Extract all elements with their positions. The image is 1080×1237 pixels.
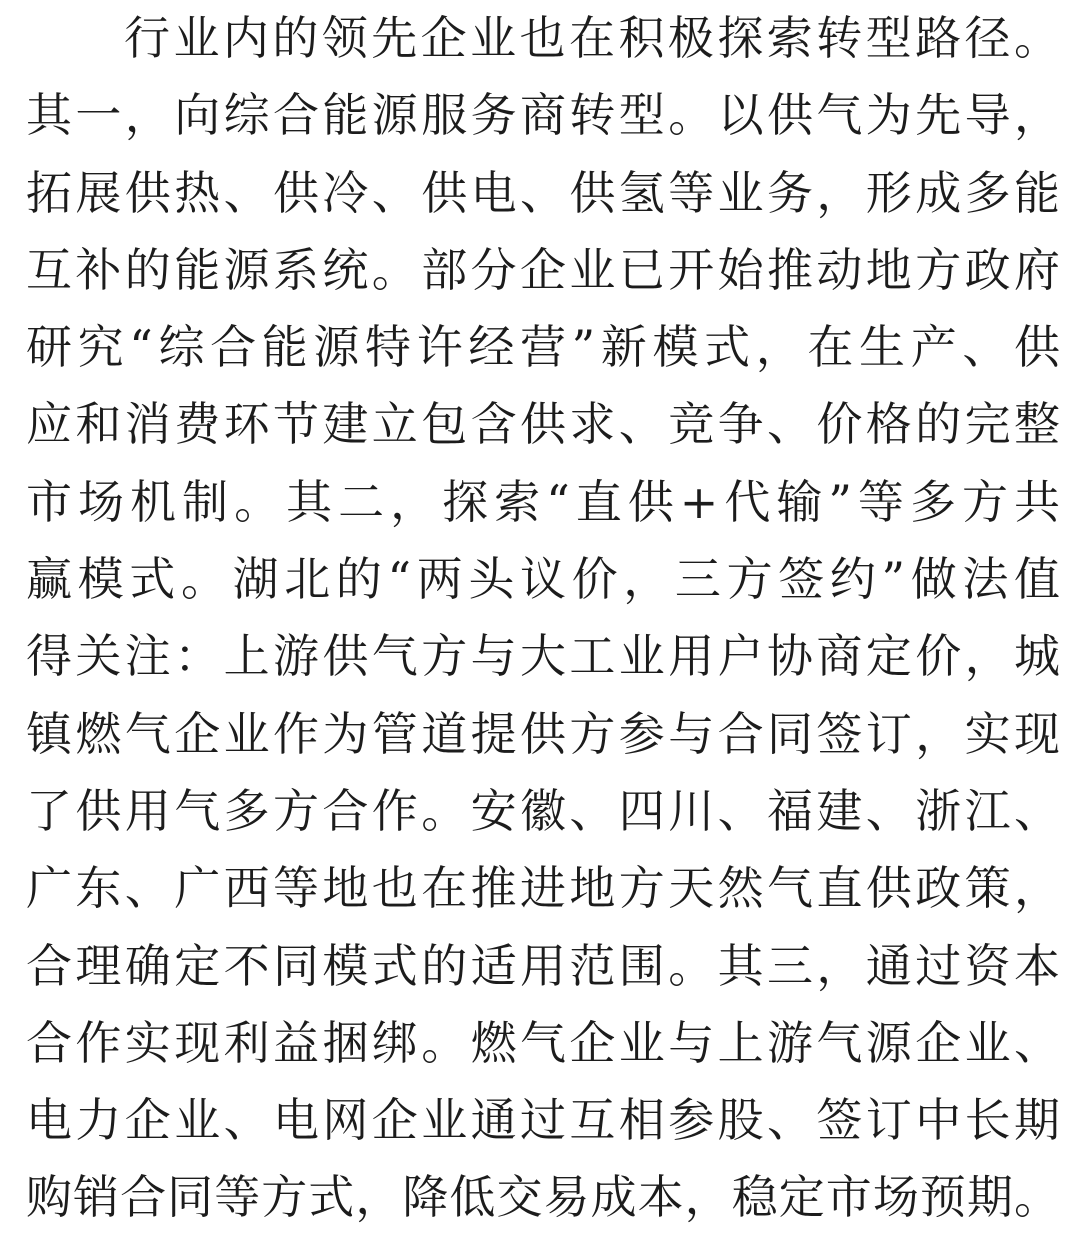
text-line: 拓展供热、供冷、供电、供氢等业务，形成多能 bbox=[26, 165, 1060, 220]
text-line: 购销合同等方式，降低交易成本，稳定市场预期。 bbox=[26, 1170, 1060, 1225]
body-paragraph bbox=[26, 0, 1060, 1237]
text-line: 了供用气多方合作。安徽、四川、福建、浙江、 bbox=[26, 783, 1060, 838]
text-line: 得关注：上游供气方与大工业用户协商定价，城 bbox=[26, 629, 1060, 684]
text-line: 合理确定不同模式的适用范围。其三，通过资本 bbox=[26, 938, 1060, 993]
text-line: 互补的能源系统。部分企业已开始推动地方政府 bbox=[26, 242, 1060, 297]
text-line: 应和消费环节建立包含供求、竞争、价格的完整 bbox=[26, 397, 1060, 452]
text-line: 广东、广西等地也在推进地方天然气直供政策， bbox=[26, 861, 1060, 916]
text-line: 合作实现利益捆绑。燃气企业与上游气源企业、 bbox=[26, 1015, 1060, 1070]
text-line: 行业内的领先企业也在积极探索转型路径。 bbox=[124, 11, 1060, 65]
text-line: 赢模式。湖北的“两头议价，三方签约”做法值 bbox=[26, 552, 1060, 607]
text-line: 镇燃气企业作为管道提供方参与合同签订，实现 bbox=[26, 706, 1060, 761]
text-line: 研究“综合能源特许经营”新模式，在生产、供 bbox=[26, 320, 1060, 375]
text-line: 其一，向综合能源服务商转型。以供气为先导， bbox=[26, 88, 1060, 143]
text-line: 电力企业、电网企业通过互相参股、签订中长期 bbox=[26, 1093, 1060, 1148]
text-line: 市场机制。其二，探索“直供+代输”等多方共 bbox=[26, 474, 1060, 529]
